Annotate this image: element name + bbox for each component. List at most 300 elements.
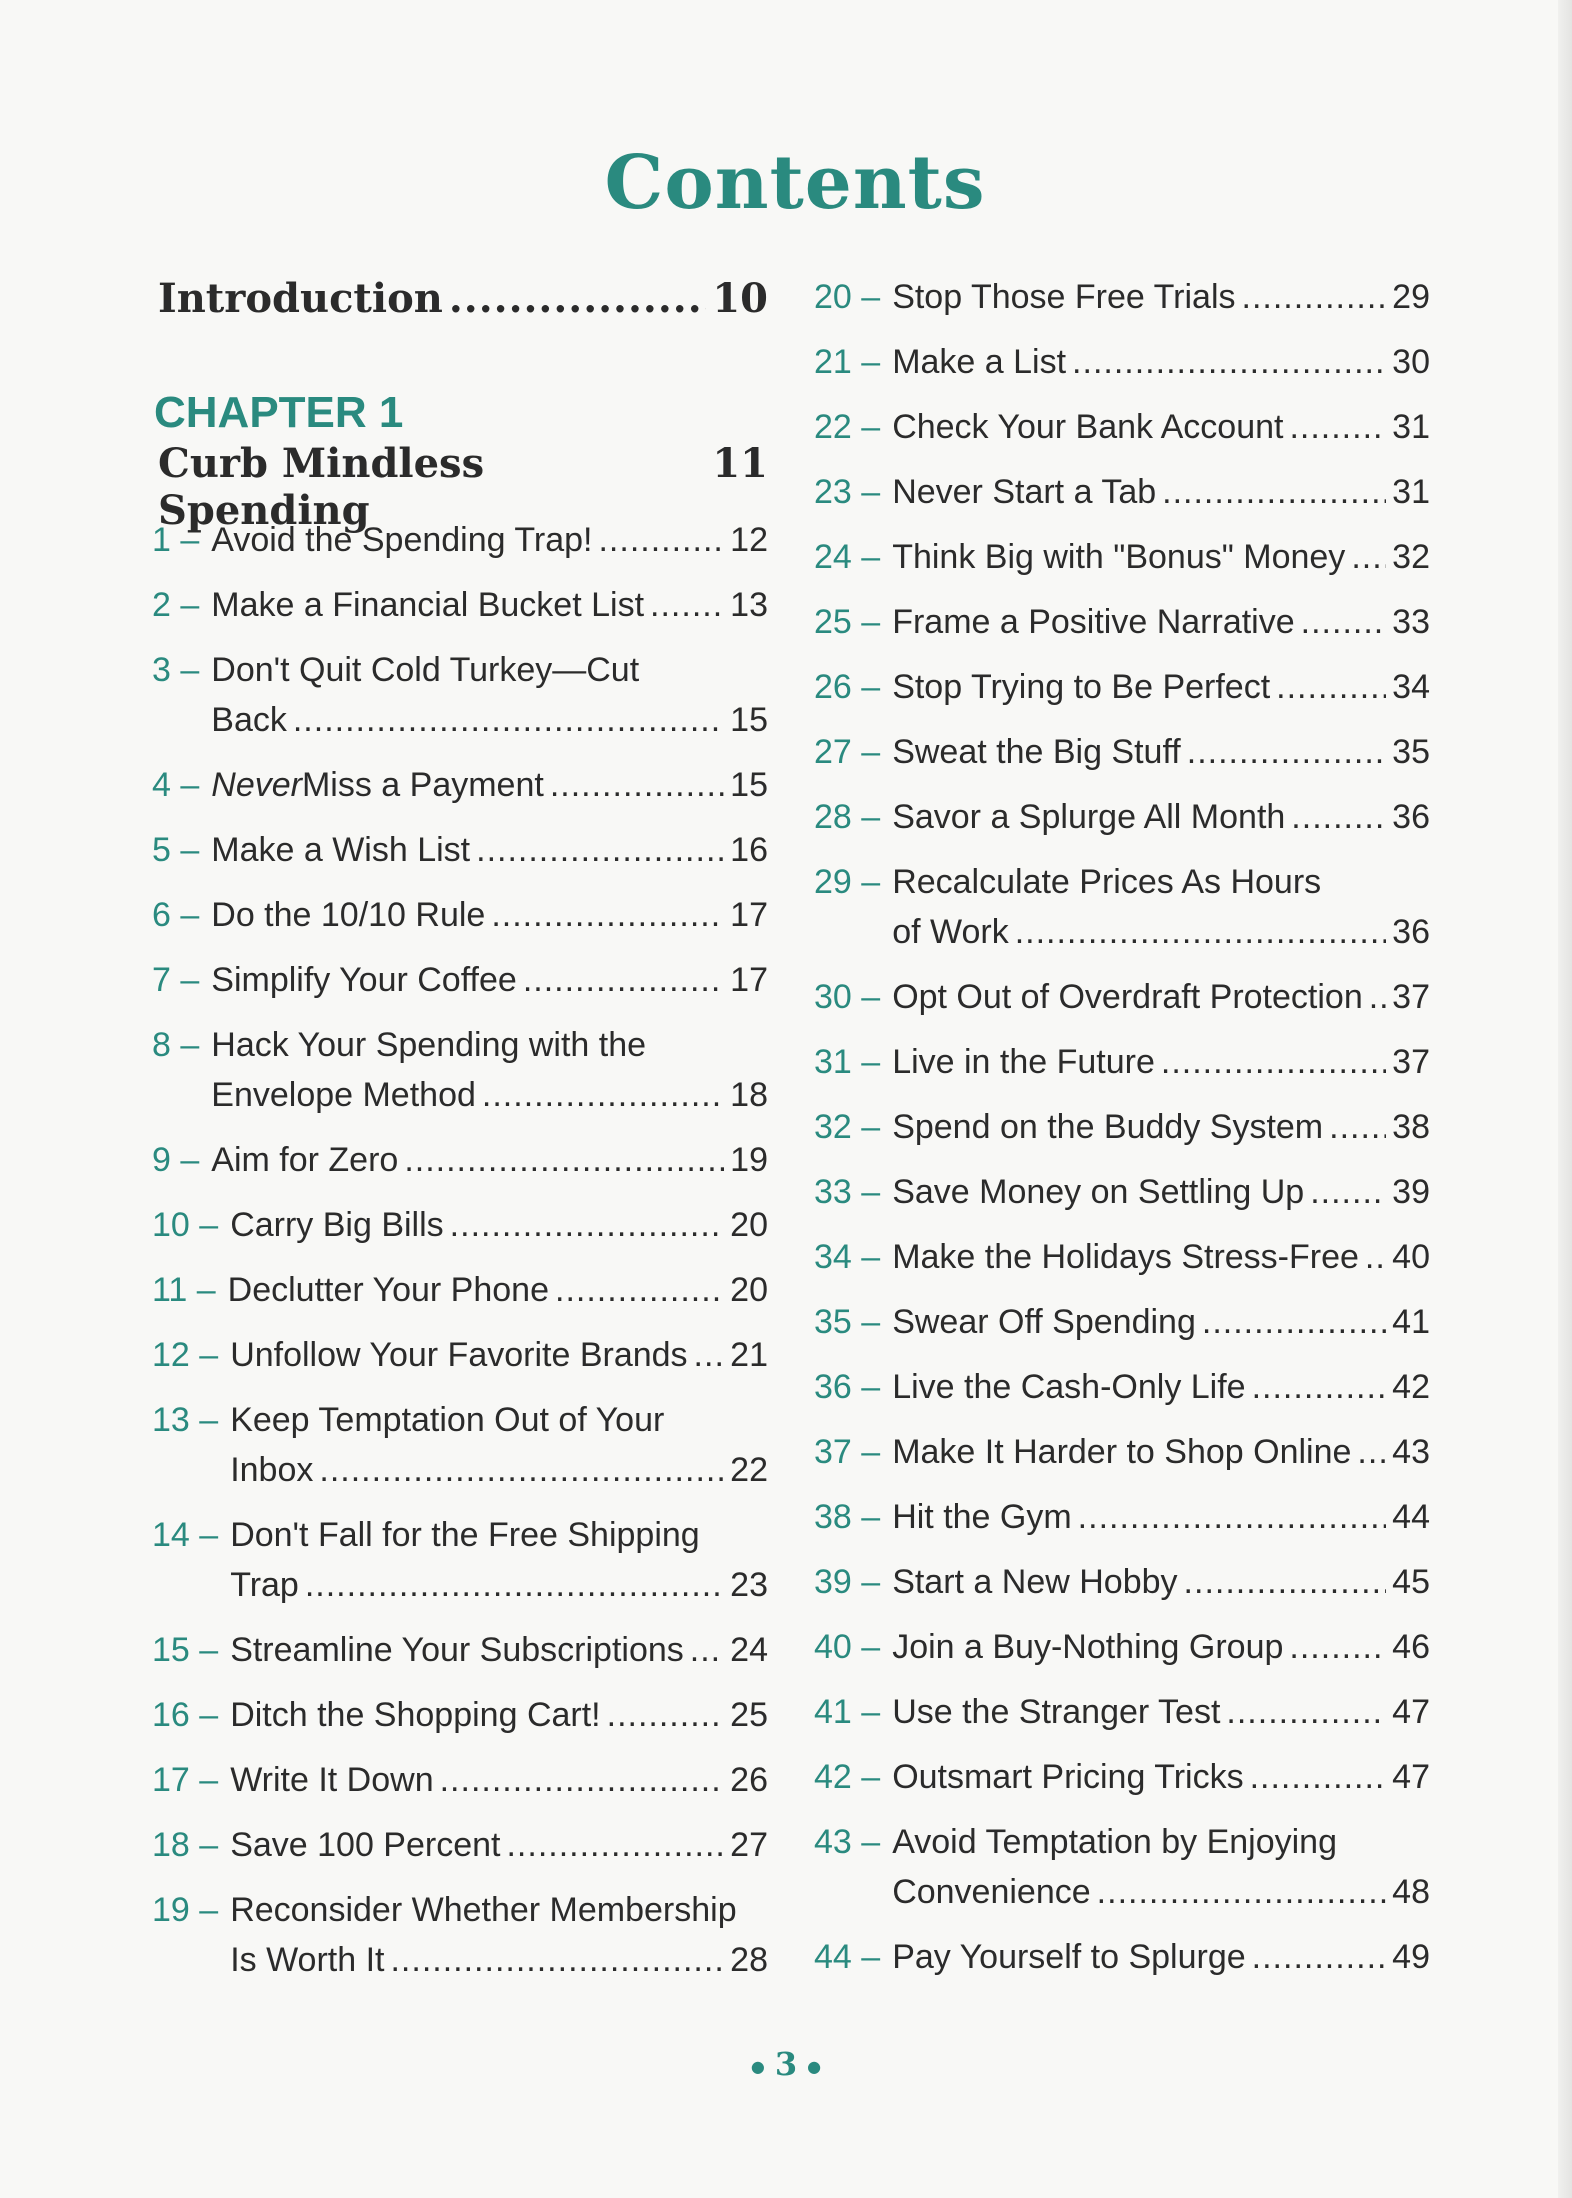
dot-leader: [1072, 337, 1386, 387]
entry-page: 48: [1392, 1873, 1430, 1911]
entry-page: 20: [730, 1271, 768, 1309]
entry-page: 15: [730, 701, 768, 739]
entry-number: 41 –: [814, 1693, 881, 1731]
entry-page: 35: [1392, 733, 1430, 771]
entry-number: 24 –: [814, 538, 881, 576]
dot-leader: [440, 1755, 725, 1805]
dot-leader: [1097, 1867, 1387, 1917]
entry-number: 12 –: [152, 1336, 219, 1374]
entry-title: Avoid the Spending Trap!: [211, 521, 593, 559]
toc-right-column: [814, 272, 1430, 1997]
entry-line: [230, 1755, 768, 1805]
entry-number: 40 –: [814, 1628, 881, 1666]
dot-leader: [491, 890, 724, 940]
entry-line: [211, 760, 768, 810]
entry-title: of Work: [892, 913, 1009, 951]
entry-title: Carry Big Bills: [230, 1206, 444, 1244]
entry-title: Stop Trying to Be Perfect: [892, 668, 1271, 706]
entry-line: [892, 857, 1430, 907]
toc-entry[interactable]: [152, 1395, 768, 1495]
dot-leader: [449, 275, 706, 322]
toc-entry[interactable]: [814, 1492, 1430, 1542]
toc-entry[interactable]: [152, 1820, 768, 1870]
dot-leader: [550, 760, 724, 810]
dot-leader: [1187, 727, 1386, 777]
entry-line: [211, 1135, 768, 1185]
entry-text: [211, 825, 768, 875]
toc-entry[interactable]: [152, 1200, 768, 1250]
entry-line: [892, 532, 1430, 582]
dot-leader: [1161, 1037, 1386, 1087]
entry-number: 13 –: [152, 1401, 219, 1439]
entry-title: Inbox: [230, 1451, 314, 1489]
entry-text: [211, 1135, 768, 1185]
entry-page: 42: [1392, 1368, 1430, 1406]
entry-title: Make the Holidays Stress-Free: [892, 1238, 1359, 1276]
chapter-page: 11: [712, 440, 768, 487]
entry-title: Make a Wish List: [211, 831, 471, 869]
toc-entry[interactable]: [814, 1167, 1430, 1217]
entry-number: 44 –: [814, 1938, 881, 1976]
bullet-icon: ●: [807, 2057, 822, 2076]
entry-line: [892, 1867, 1430, 1917]
dot-leader: [1351, 532, 1386, 582]
entry-number: 15 –: [152, 1631, 219, 1669]
entry-page: 39: [1392, 1173, 1430, 1211]
entry-number: 22 –: [814, 408, 881, 446]
entry-title: Live in the Future: [892, 1043, 1155, 1081]
entry-text: [892, 1427, 1430, 1477]
entry-text: [230, 1330, 768, 1380]
entry-title: Write It Down: [230, 1761, 434, 1799]
toc-entry[interactable]: [152, 955, 768, 1005]
dot-leader: [650, 580, 724, 630]
entry-number: 21 –: [814, 343, 881, 381]
entry-number: 23 –: [814, 473, 881, 511]
entry-text: [211, 760, 768, 810]
entry-title: Convenience: [892, 1873, 1091, 1911]
entry-title: Declutter Your Phone: [227, 1271, 549, 1309]
page-edge: [1558, 0, 1572, 2198]
toc-entry[interactable]: [814, 1297, 1430, 1347]
dot-leader: [1310, 1167, 1386, 1217]
entry-line: [230, 1885, 768, 1935]
toc-entry[interactable]: [814, 727, 1430, 777]
toc-entry[interactable]: [814, 662, 1430, 712]
entry-line: [228, 1265, 768, 1315]
entry-line: [211, 515, 768, 565]
entry-line: [211, 890, 768, 940]
entry-title: Check Your Bank Account: [892, 408, 1284, 446]
toc-entry[interactable]: [152, 1755, 768, 1805]
entry-number: 31 –: [814, 1043, 881, 1081]
entry-title: Think Big with "Bonus" Money: [892, 538, 1346, 576]
dot-leader: [1252, 1362, 1387, 1412]
toc-entry[interactable]: [152, 1510, 768, 1610]
entry-line: [892, 1297, 1430, 1347]
entry-title: Miss a Payment: [301, 766, 544, 804]
toc-entry[interactable]: [814, 532, 1430, 582]
entry-text: [892, 1557, 1430, 1607]
dot-leader: [690, 1625, 724, 1675]
dot-leader: [694, 1330, 725, 1380]
entry-title: Outsmart Pricing Tricks: [892, 1758, 1244, 1796]
entry-line: [230, 1560, 768, 1610]
toc-entry[interactable]: [814, 1932, 1430, 1982]
entry-text: [892, 597, 1430, 647]
entry-title: Pay Yourself to Splurge: [892, 1938, 1246, 1976]
entry-number: 37 –: [814, 1433, 881, 1471]
entry-page: 46: [1392, 1628, 1430, 1666]
entry-page: 41: [1392, 1303, 1430, 1341]
entry-text: [211, 1020, 768, 1120]
entry-page: 29: [1392, 278, 1430, 316]
entry-page: 21: [730, 1336, 768, 1374]
entry-page: 34: [1392, 668, 1430, 706]
entry-title: Frame a Positive Narrative: [892, 603, 1295, 641]
entry-title: Hit the Gym: [892, 1498, 1072, 1536]
entry-page: 25: [730, 1696, 768, 1734]
toc-entry[interactable]: [814, 1102, 1430, 1152]
entry-title: Start a New Hobby: [892, 1563, 1178, 1601]
entry-text: [230, 1885, 768, 1985]
dot-leader: [1184, 1557, 1387, 1607]
toc-entry[interactable]: [814, 467, 1430, 517]
dot-leader: [1276, 662, 1386, 712]
entry-line: [230, 1200, 768, 1250]
entry-page: 24: [730, 1631, 768, 1669]
entry-text: [230, 1755, 768, 1805]
entry-title: Keep Temptation Out of Your: [230, 1401, 665, 1439]
entry-text: [892, 1622, 1430, 1672]
entry-page: 22: [730, 1451, 768, 1489]
entry-line: [211, 1070, 768, 1120]
entry-number: 10 –: [152, 1206, 219, 1244]
dot-leader: [1329, 1102, 1386, 1152]
entry-text: [892, 532, 1430, 582]
entry-title: Don't Quit Cold Turkey—Cut: [211, 651, 640, 689]
entry-line: [892, 1492, 1430, 1542]
entry-line: [892, 972, 1430, 1022]
entry-page: 18: [730, 1076, 768, 1114]
entry-line: [230, 1820, 768, 1870]
entry-line: [230, 1395, 768, 1445]
entry-title: Streamline Your Subscriptions: [230, 1631, 684, 1669]
dot-leader: [1202, 1297, 1386, 1347]
toc-entry[interactable]: [814, 1557, 1430, 1607]
entry-page: 17: [730, 961, 768, 999]
toc-entry[interactable]: [814, 1752, 1430, 1802]
toc-entry[interactable]: [814, 337, 1430, 387]
entry-line: [892, 1687, 1430, 1737]
entry-number: 6 –: [152, 896, 200, 934]
entry-line: [892, 1752, 1430, 1802]
entry-line: [892, 272, 1430, 322]
entry-page: 37: [1392, 978, 1430, 1016]
entry-number: 17 –: [152, 1761, 219, 1799]
entry-line: [892, 1622, 1430, 1672]
entry-emphasis: Never: [211, 766, 302, 804]
dot-leader: [404, 1135, 724, 1185]
entry-page: 47: [1392, 1758, 1430, 1796]
entry-text: [892, 972, 1430, 1022]
entry-line: [892, 402, 1430, 452]
dot-leader: [476, 825, 724, 875]
entry-page: 31: [1392, 408, 1430, 446]
toc-entry[interactable]: [814, 972, 1430, 1022]
entry-line: [211, 1020, 768, 1070]
entry-title: Avoid Temptation by Enjoying: [892, 1823, 1337, 1861]
entry-title: Ditch the Shopping Cart!: [230, 1696, 601, 1734]
entry-line: [230, 1445, 768, 1495]
toc-entry[interactable]: [152, 1625, 768, 1675]
entry-page: 43: [1392, 1433, 1430, 1471]
toc-entry[interactable]: [152, 760, 768, 810]
entry-text: [228, 1265, 768, 1315]
entry-text: [211, 890, 768, 940]
dot-leader: [1365, 1232, 1386, 1282]
entry-page: 40: [1392, 1238, 1430, 1276]
entry-line: [892, 1557, 1430, 1607]
toc-entry[interactable]: [814, 857, 1430, 957]
entry-number: 14 –: [152, 1516, 219, 1554]
entry-line: [211, 695, 768, 745]
entry-title: Swear Off Spending: [892, 1303, 1196, 1341]
entry-number: 33 –: [814, 1173, 881, 1211]
entry-text: [211, 645, 768, 745]
entry-page: 26: [730, 1761, 768, 1799]
entry-text: [892, 467, 1430, 517]
toc-entry[interactable]: [814, 1037, 1430, 1087]
entry-title: Hack Your Spending with the: [211, 1026, 647, 1064]
entry-page: 47: [1392, 1693, 1430, 1731]
entry-line: [892, 597, 1430, 647]
toc-entry[interactable]: [814, 1362, 1430, 1412]
entry-number: 5 –: [152, 831, 200, 869]
entry-page: 31: [1392, 473, 1430, 511]
dot-leader: [1242, 272, 1387, 322]
entry-number: 32 –: [814, 1108, 881, 1146]
entry-page: 20: [730, 1206, 768, 1244]
entry-title: Aim for Zero: [211, 1141, 399, 1179]
entry-text: [892, 1932, 1430, 1982]
dot-leader: [1015, 907, 1386, 957]
entry-text: [230, 1395, 768, 1495]
toc-entry[interactable]: [152, 1330, 768, 1380]
entry-line: [892, 1102, 1430, 1152]
entry-line: [892, 337, 1430, 387]
entry-line: [230, 1690, 768, 1740]
entry-number: 3 –: [152, 651, 200, 689]
dot-leader: [319, 1445, 724, 1495]
entry-page: 19: [730, 1141, 768, 1179]
entry-line: [892, 1232, 1430, 1282]
entry-text: [892, 402, 1430, 452]
page-title: Contents: [604, 140, 986, 226]
entry-text: [892, 1687, 1430, 1737]
toc-entry[interactable]: [814, 402, 1430, 452]
entry-text: [892, 1232, 1430, 1282]
dot-leader: [450, 1200, 725, 1250]
dot-leader: [1289, 1622, 1386, 1672]
toc-entry[interactable]: [152, 1265, 768, 1315]
entry-title: Spend on the Buddy System: [892, 1108, 1324, 1146]
entry-page: 36: [1392, 798, 1430, 836]
entry-page: 16: [730, 831, 768, 869]
dot-leader: [523, 955, 724, 1005]
entry-page: 36: [1392, 913, 1430, 951]
entry-title: Recalculate Prices As Hours: [892, 863, 1322, 901]
entry-title: Use the Stranger Test: [892, 1693, 1221, 1731]
entry-line: [230, 1330, 768, 1380]
entry-page: 12: [730, 521, 768, 559]
entry-text: [230, 1625, 768, 1675]
entry-number: 26 –: [814, 668, 881, 706]
toc-entry[interactable]: [152, 825, 768, 875]
entry-title: Opt Out of Overdraft Protection: [892, 978, 1363, 1016]
entry-number: 43 –: [814, 1823, 881, 1861]
entry-line: [230, 1935, 768, 1985]
entry-line: [892, 662, 1430, 712]
dot-leader: [482, 1070, 724, 1120]
entry-text: [892, 272, 1430, 322]
toc-entry[interactable]: [152, 1020, 768, 1120]
entry-line: [892, 907, 1430, 957]
dot-leader: [1369, 972, 1386, 1022]
entry-line: [892, 1167, 1430, 1217]
toc-entry[interactable]: [814, 1622, 1430, 1672]
entry-title: Don't Fall for the Free Shipping: [230, 1516, 700, 1554]
entry-text: [230, 1510, 768, 1610]
toc-entry[interactable]: [152, 1690, 768, 1740]
entry-text: [892, 337, 1430, 387]
entry-page: 27: [730, 1826, 768, 1864]
dot-leader: [1226, 1687, 1386, 1737]
toc-entry[interactable]: [814, 1232, 1430, 1282]
entry-number: 9 –: [152, 1141, 200, 1179]
introduction-label: Introduction: [158, 275, 443, 322]
toc-entry[interactable]: [814, 597, 1430, 647]
entry-text: [892, 1817, 1430, 1917]
dot-leader: [1162, 467, 1386, 517]
chapter-title: Curb Mindless Spending: [158, 440, 485, 534]
entry-text: [892, 857, 1430, 957]
entry-number: 27 –: [814, 733, 881, 771]
entry-line: [892, 1932, 1430, 1982]
page-number: ● 3 ●: [750, 2045, 822, 2083]
entry-page: 32: [1392, 538, 1430, 576]
dot-leader: [1252, 1932, 1387, 1982]
entry-line: [892, 1427, 1430, 1477]
entry-text: [892, 1102, 1430, 1152]
entry-page: 15: [730, 766, 768, 804]
entry-number: 30 –: [814, 978, 881, 1016]
entry-page: 13: [730, 586, 768, 624]
toc-entry[interactable]: [152, 890, 768, 940]
toc-entry[interactable]: [814, 792, 1430, 842]
entry-line: [211, 955, 768, 1005]
entry-title: Trap: [230, 1566, 299, 1604]
entry-text: [892, 1167, 1430, 1217]
entry-number: 18 –: [152, 1826, 219, 1864]
dot-leader: [1250, 1752, 1387, 1802]
entry-title: Never Start a Tab: [892, 473, 1157, 511]
entry-text: [892, 1492, 1430, 1542]
toc-entry[interactable]: [152, 580, 768, 630]
entry-number: 34 –: [814, 1238, 881, 1276]
entry-title: Is Worth It: [230, 1941, 385, 1979]
entry-number: 20 –: [814, 278, 881, 316]
toc-left-column: [152, 515, 768, 2000]
entry-title: Back: [211, 701, 287, 739]
entry-text: [211, 515, 768, 565]
toc-entry[interactable]: [152, 645, 768, 745]
entry-line: [892, 1817, 1430, 1867]
entry-number: 25 –: [814, 603, 881, 641]
entry-number: 35 –: [814, 1303, 881, 1341]
dot-leader: [506, 1820, 724, 1870]
dot-leader: [607, 1690, 725, 1740]
dot-leader: [1078, 1492, 1387, 1542]
entry-number: 36 –: [814, 1368, 881, 1406]
entry-page: 30: [1392, 343, 1430, 381]
entry-number: 4 –: [152, 766, 200, 804]
entry-number: 39 –: [814, 1563, 881, 1601]
entry-page: 17: [730, 896, 768, 934]
toc-introduction[interactable]: [158, 275, 768, 322]
entry-title: Stop Those Free Trials: [892, 278, 1236, 316]
entry-title: Do the 10/10 Rule: [211, 896, 486, 934]
entry-number: 42 –: [814, 1758, 881, 1796]
entry-title: Envelope Method: [211, 1076, 476, 1114]
entry-text: [892, 662, 1430, 712]
entry-text: [211, 955, 768, 1005]
entry-page: 33: [1392, 603, 1430, 641]
toc-entry[interactable]: [814, 1427, 1430, 1477]
dot-leader: [555, 1265, 724, 1315]
entry-line: [230, 1510, 768, 1560]
chapter-label: CHAPTER 1: [154, 388, 404, 437]
entry-title: Make a List: [892, 343, 1067, 381]
toc-entry[interactable]: [152, 515, 768, 565]
entry-number: 29 –: [814, 863, 881, 901]
dot-leader: [305, 1560, 724, 1610]
dot-leader: [1357, 1427, 1386, 1477]
entry-text: [230, 1690, 768, 1740]
entry-page: 45: [1392, 1563, 1430, 1601]
entry-title: Save Money on Settling Up: [892, 1173, 1305, 1211]
toc-entry[interactable]: [814, 1687, 1430, 1737]
entry-text: [892, 1752, 1430, 1802]
dot-leader: [598, 515, 724, 565]
toc-entry[interactable]: [152, 1135, 768, 1185]
entry-page: 28: [730, 1941, 768, 1979]
entry-page: 23: [730, 1566, 768, 1604]
toc-entry[interactable]: [814, 1817, 1430, 1917]
toc-entry[interactable]: [152, 1885, 768, 1985]
entry-text: [892, 1037, 1430, 1087]
toc-entry[interactable]: [814, 272, 1430, 322]
entry-title: Simplify Your Coffee: [211, 961, 517, 999]
entry-title: Make a Financial Bucket List: [211, 586, 645, 624]
entry-number: 1 –: [152, 521, 200, 559]
entry-number: 7 –: [152, 961, 200, 999]
entry-title: Save 100 Percent: [230, 1826, 501, 1864]
dot-leader: [390, 1935, 724, 1985]
entry-page: 49: [1392, 1938, 1430, 1976]
entry-text: [892, 792, 1430, 842]
entry-line: [892, 467, 1430, 517]
